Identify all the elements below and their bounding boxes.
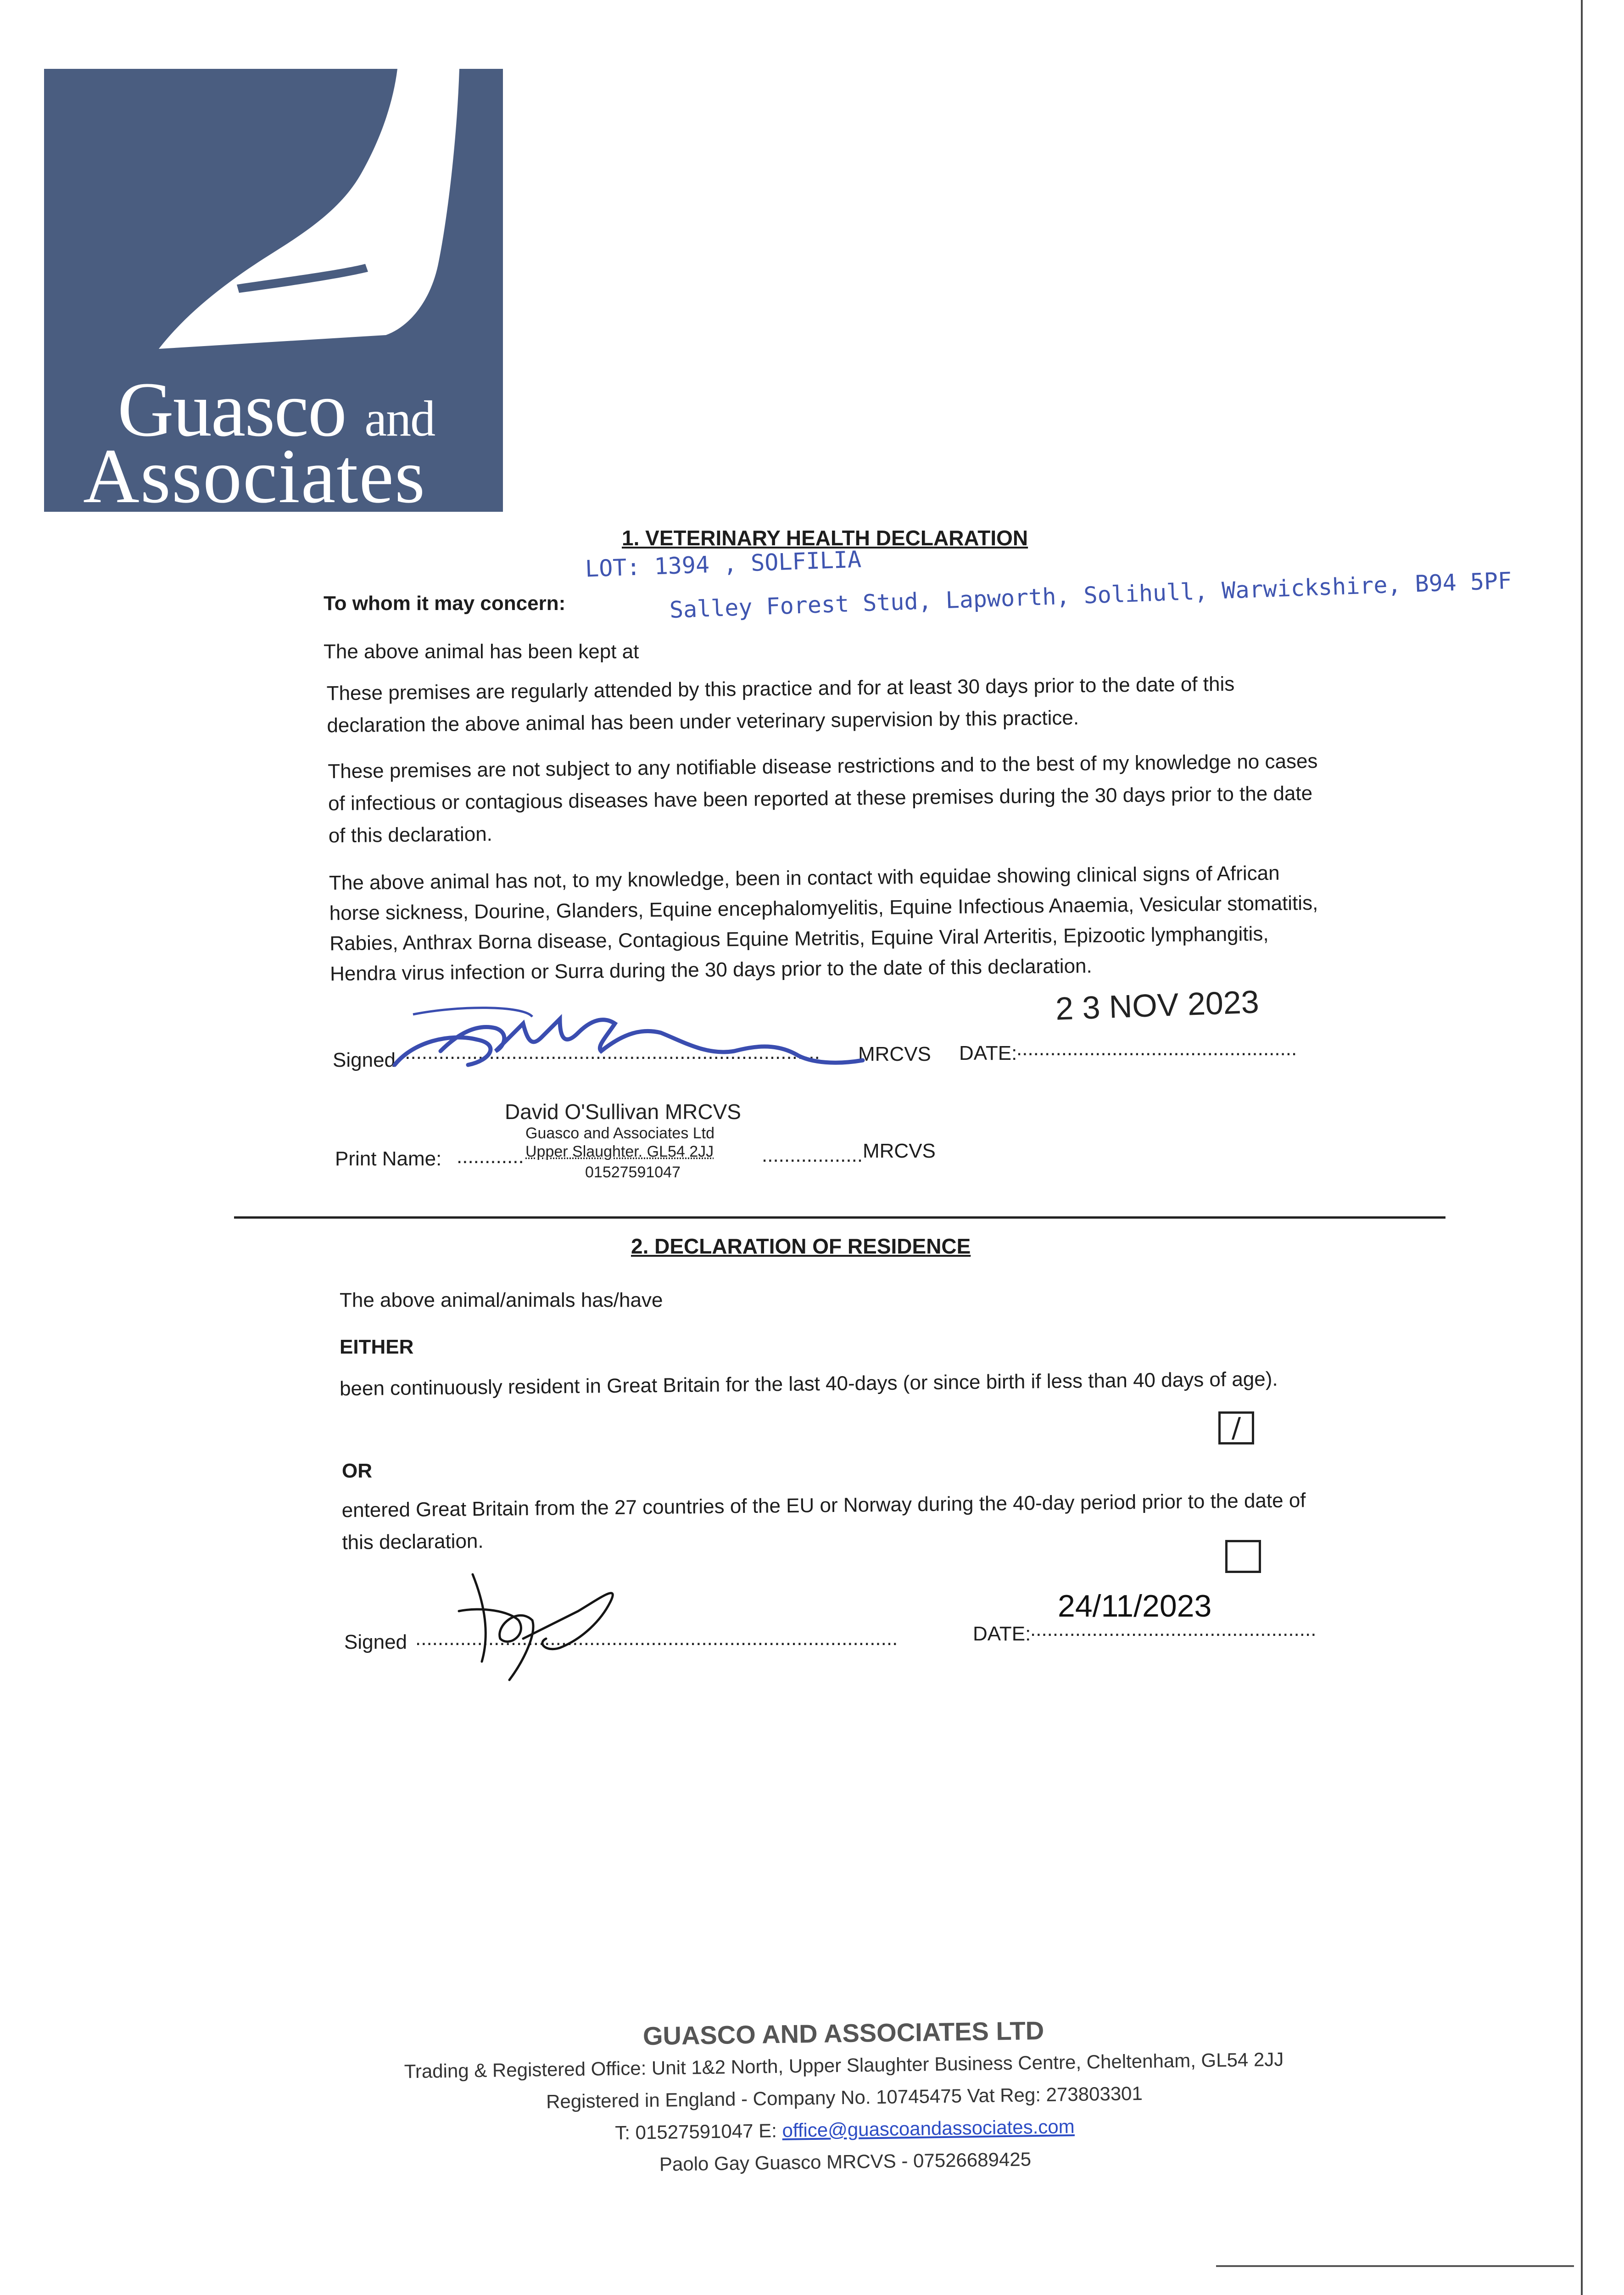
section-divider [234,1216,1445,1219]
kept-at-label: The above animal has been kept at [324,640,639,663]
option2-checkbox[interactable] [1225,1540,1261,1573]
stamp-name: David O'Sullivan MRCVS [505,1100,741,1124]
footer-email-link[interactable]: office@guascoandassociates.com [782,2116,1075,2141]
kept-at-handwritten: Salley Forest Stud, Lapworth, Solihull, Warwickshire, B94 5PF [669,567,1512,623]
date-label-2: DATE: [973,1623,1031,1645]
scan-bottom-line [1216,2265,1574,2267]
date-value-2: 24/11/2023 [1058,1589,1212,1623]
or-label: OR [342,1460,372,1482]
print-name-dots-right: .................. [762,1144,863,1166]
signed-dots-2: ...................................................................................... [415,1627,898,1650]
signed-dots-1: ........................................................................... [399,1041,820,1064]
date-dots-2: ................................................... [1030,1618,1317,1640]
footer-registration: Registered in England - Company No. 10745475 Vat Reg: 273803301 [546,2082,1143,2113]
section1-para2: These premises are not subject to any notifiable disease restrictions and to the best of my knowledge no cases of infectious or contagious diseases have been reported at these premises during the 30 days prior to the date of this declaration. [328,750,1318,847]
handwritten-lot: LOT: 1394 , SOLFILIA [585,546,862,582]
mrcvs-label-2: MRCVS [863,1140,936,1162]
print-name-dots-left: ............ [457,1145,524,1168]
section1-para3: The above animal has not, to my knowledge, been in contact with equidae showing clinical signs of African horse sickness, Dourine, Glanders, Equine encephalomyelitis, Equine Infectious Anaemia, Vesicular stomatitis, Rabies, Anthrax Borna disease, Contagious Equine Metritis, Equine Viral Arteritis, Epizootic lymphangitis, Hendra virus infection or Surra during the 30 days prior to the date of this declaration. [329,862,1318,985]
page-edge-line [1581,0,1583,2295]
option1-text: been continuously resident in Great Britain for the last 40-days (or since birth if less than 40 days of age). [339,1367,1278,1400]
footer-director: Paolo Gay Guasco MRCVS - 07526689425 [659,2148,1032,2175]
stamp-phone: 01527591047 [585,1164,681,1181]
footer-address: Trading & Registered Office: Unit 1&2 North, Upper Slaughter Business Centre, Cheltenham, GL54 2JJ [404,2048,1284,2082]
signature-2 [454,1570,629,1685]
print-name-label: Print Name: [335,1148,442,1170]
footer-phone: T: 01527591047 E: [614,2120,777,2144]
to-whom-label: To whom it may concern: [324,592,566,615]
option1-checkbox[interactable]: / [1218,1411,1254,1444]
signed-label-1: Signed [333,1049,396,1071]
footer-company: GUASCO AND ASSOCIATES LTD [642,2015,1044,2051]
company-logo [44,69,503,512]
either-label: EITHER [340,1336,414,1358]
signed-label-2: Signed [344,1631,407,1653]
stamp-address: Upper Slaughter. GL54 2JJ [525,1143,714,1160]
date-dots-1: .................................................. [1016,1037,1297,1060]
stamp-company: Guasco and Associates Ltd [525,1125,715,1142]
mrcvs-label-1: MRCVS [858,1043,931,1065]
section1-para1: These premises are regularly attended by this practice and for at least 30 days prior to the date of this declaration the above animal has been under veterinary supervision by this practice. [326,672,1235,737]
signature-1 [385,996,872,1079]
section1-heading: 1. VETERINARY HEALTH DECLARATION [622,526,1028,550]
footer [293,2010,1396,2185]
logo-text-line1: Guasco and [117,366,435,453]
section2-intro: The above animal/animals has/have [340,1289,663,1311]
section2-heading: 2. DECLARATION OF RESIDENCE [631,1234,971,1258]
option2-text: entered Great Britain from the 27 countries of the EU or Norway during the 40-day period prior to the date of this declaration. [341,1489,1306,1554]
date-label-1: DATE: [959,1042,1017,1064]
logo-text-line2: Associates [83,433,426,512]
date-stamp: 2 3 NOV 2023 [1055,984,1260,1027]
